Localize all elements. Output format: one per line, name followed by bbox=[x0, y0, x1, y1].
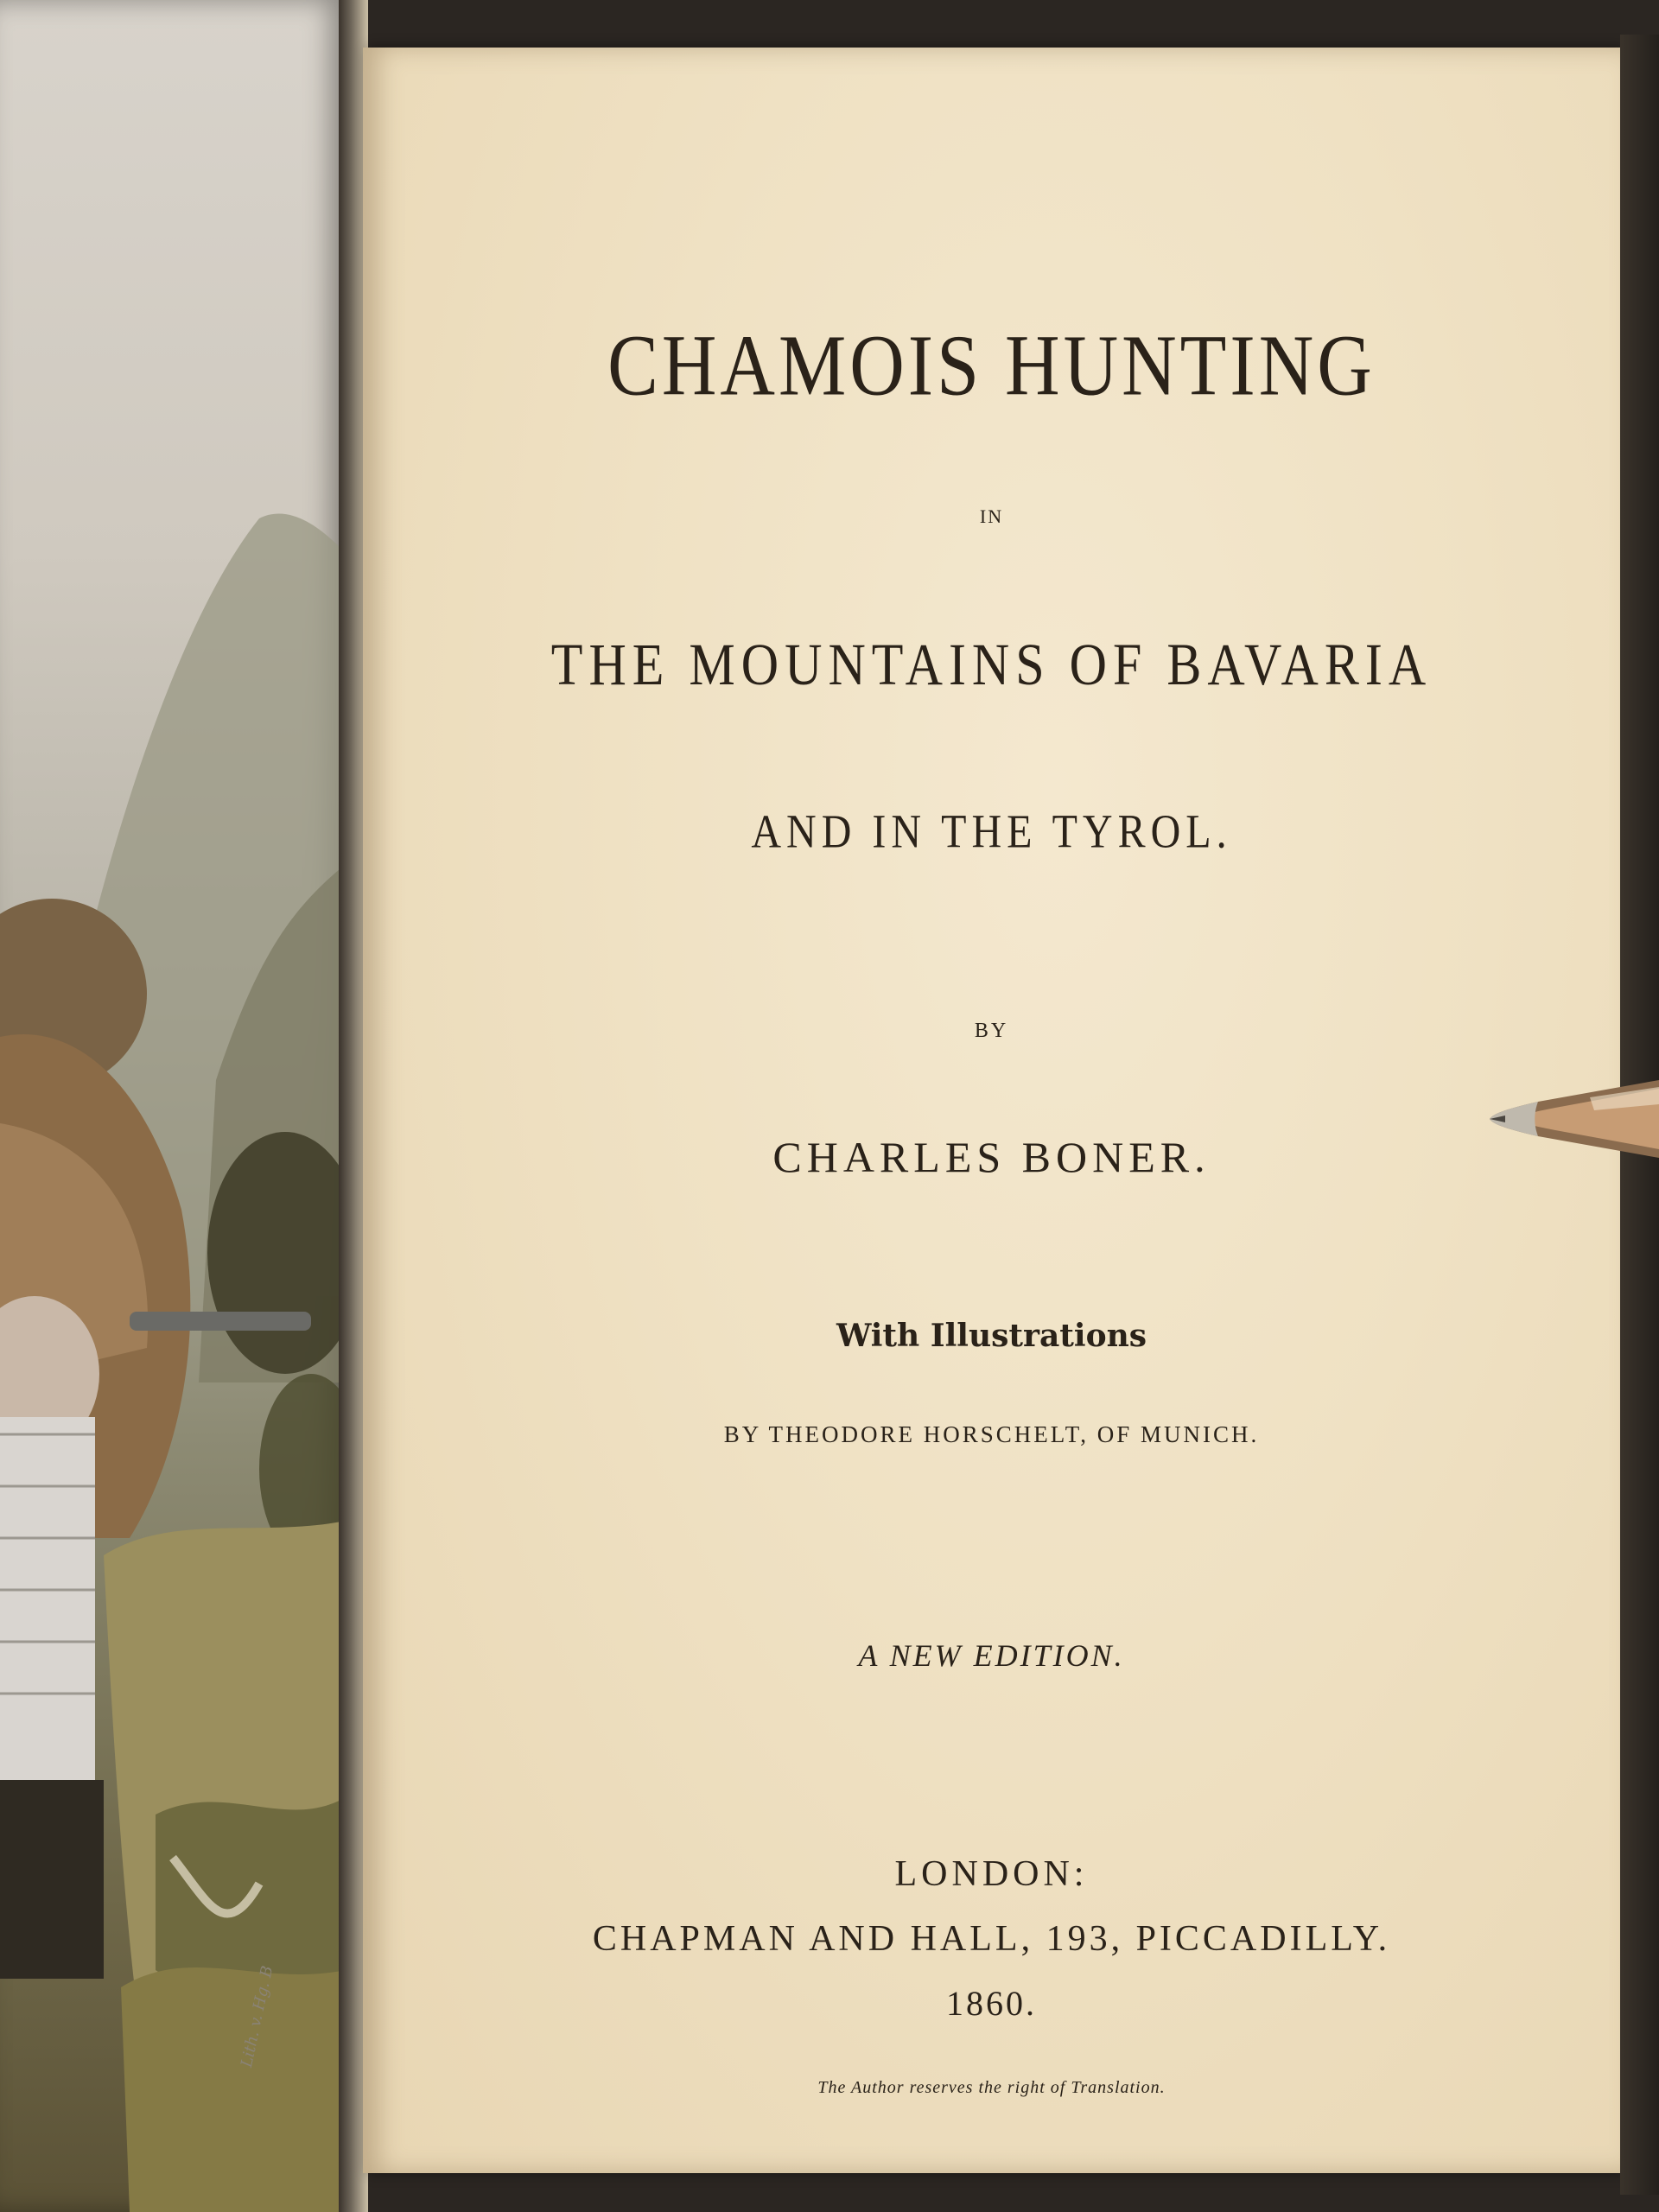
imprint-year: 1860. bbox=[946, 1984, 1037, 2023]
by-label: BY bbox=[974, 1020, 1009, 1042]
title-connector: IN bbox=[979, 505, 1004, 527]
subtitle-line-2: AND IN THE TYROL. bbox=[751, 805, 1232, 858]
illustrator-credit: BY THEODORE HORSCHELT, OF MUNICH. bbox=[723, 1421, 1260, 1447]
subtitle-line-1: THE MOUNTAINS OF BAVARIA bbox=[550, 631, 1433, 697]
pencil-icon bbox=[1486, 1063, 1659, 1175]
edition-label: A NEW EDITION. bbox=[858, 1638, 1125, 1673]
rights-note: The Author reserves the right of Translation. bbox=[817, 2078, 1166, 2097]
title-page bbox=[363, 48, 1620, 2173]
imprint-city: LONDON: bbox=[894, 1854, 1089, 1894]
frontispiece-plate bbox=[0, 0, 346, 2212]
frontispiece-illustration bbox=[0, 0, 346, 2212]
plate-credit: Lith. v. Hg. B bbox=[238, 1964, 277, 2069]
imprint-publisher: CHAPMAN AND HALL, 193, PICCADILLY. bbox=[592, 1919, 1391, 1959]
book-title: CHAMOIS HUNTING bbox=[607, 317, 1376, 415]
with-illustrations-label: With Illustrations bbox=[836, 1318, 1147, 1354]
author-name: CHARLES BONER. bbox=[772, 1133, 1211, 1181]
